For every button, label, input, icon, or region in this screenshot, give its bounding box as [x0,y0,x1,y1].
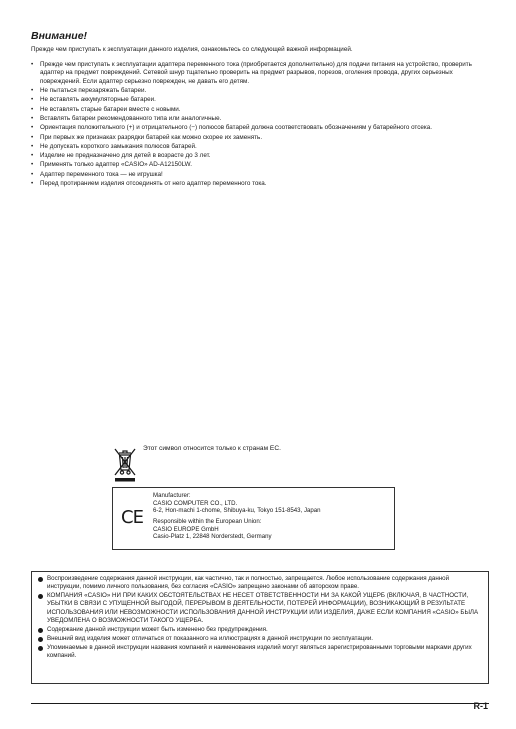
footer-rule [31,703,489,704]
bullet-item: • Не вставлять аккумуляторные батареи. [31,96,491,104]
bullet-item: • Не вставлять старые батареи вместе с новыми. [31,106,491,114]
eu-representative-info [153,518,272,541]
crossed-out-wheeled-bin-icon [112,445,138,483]
eu-address: Casio-Platz 1, 22848 Norderstedt, Germany [153,533,272,541]
legal-item: Упоминаемые в данной инструкции названия компаний и наименования изделий могут являться зарегистрированными торговыми марками других компаний. [37,644,484,661]
warning-title: Внимание! [31,30,88,42]
bullet-item: • Вставлять батареи рекомендованного типа или аналогичные. [31,115,491,123]
bullet-item: • Ориентация положительного (+) и отрицательного (−) полюсов батарей должна соответствовать обозначениям у батарейного отсека. [31,124,491,132]
legal-item: Содержание данной инструкции может быть изменено без предупреждения. [37,626,484,634]
legal-item: Внешний вид изделия может отличаться от показанного на иллюстрациях в данной инструкции по эксплуатации. [37,635,484,643]
bullet-item: • Перед протиранием изделия отсоединять от него адаптер переменного тока. [31,180,491,188]
legal-notice-box [31,571,489,684]
warning-intro: Прежде чем приступать к эксплуатации данного изделия, ознакомьтесь со следующей важной информацией. [31,46,353,53]
legal-item: Воспроизведение содержания данной инструкции, как частично, так и полностью, запрещается. Любое использование содержания данной инструкции, помимо личного пользования, без согласия «CASIO» запрещено законами об авторском праве. [37,575,484,592]
eu-label: Responsible within the European Union: [153,518,262,525]
manufacturer-label: Manufacturer: [153,492,191,499]
weee-text: Этот символ относится только к странам ЕС. [143,445,281,452]
bullet-item: • При первых же признаках разрядки батарей как можно скорее их заменять. [31,134,491,142]
legal-notice-list [32,572,488,660]
bullet-item: • Не пытаться перезаряжать батареи. [31,87,491,95]
ce-mark-icon: CE [121,507,143,528]
bullet-item: • Применять только адаптер «CASIO» AD-A12150LW. [31,161,491,169]
bullet-item: • Изделие не предназначено для детей в возрасте до 3 лет. [31,152,491,160]
eu-company: CASIO EUROPE GmbH [153,525,219,533]
bullet-item: • Прежде чем приступать к эксплуатации адаптера переменного тока (приобретается дополнительно) для подачи питания на устройство, проверить адаптер на предмет повреждений. Сетевой шнур тщательно проверить на предмет разрывов, порезов, оголения провода, других серьезных повреждений. Если адаптер серьезно поврежден, не давать его детям. [31,61,491,86]
manufacturer-box [112,487,395,550]
manufacturer-address: 6-2, Hon-machi 1-chome, Shibuya-ku, Tokyo 151-8543, Japan [153,507,321,515]
manufacturer-info [153,492,321,515]
weee-notice [112,442,412,488]
warning-bullet-list [31,61,491,189]
legal-item: КОМПАНИЯ «CASIO» НИ ПРИ КАКИХ ОБСТОЯТЕЛЬСТВАХ НЕ НЕСЕТ ОТВЕТСТВЕННОСТИ НИ ЗА КАКОЙ УЩЕРБ (ВКЛЮЧАЯ, В ЧАСТНОСТИ, УБЫТКИ В СВЯЗИ С УПУЩЕННОЙ ВЫГОДОЙ, ПЕРЕРЫВОМ В ДЕЯТЕЛЬНОСТИ, ПОТЕРЕЙ ИНФОРМАЦИИ), ВОЗНИКАЮЩИЙ В РЕЗУЛЬТАТЕ ИСПОЛЬЗОВАНИЯ ИЛИ НЕВОЗМОЖНОСТИ ИСПОЛЬЗОВАНИЯ ДАННОЙ ИНСТРУКЦИИ ИЛИ ИЗДЕЛИЯ, ДАЖЕ ЕСЛИ КОМПАНИЯ «CASIO» БЫЛА УВЕДОМЛЕНА О ВОЗМОЖНОСТИ ТАКОГО УЩЕРБА. [37,592,484,625]
bullet-item: • Не допускать короткого замыкания полюсов батарей. [31,143,491,151]
manufacturer-company: CASIO COMPUTER CO., LTD. [153,499,238,507]
page-number: R-1 [473,701,488,711]
bullet-item: • Адаптер переменного тока — не игрушка! [31,171,491,179]
